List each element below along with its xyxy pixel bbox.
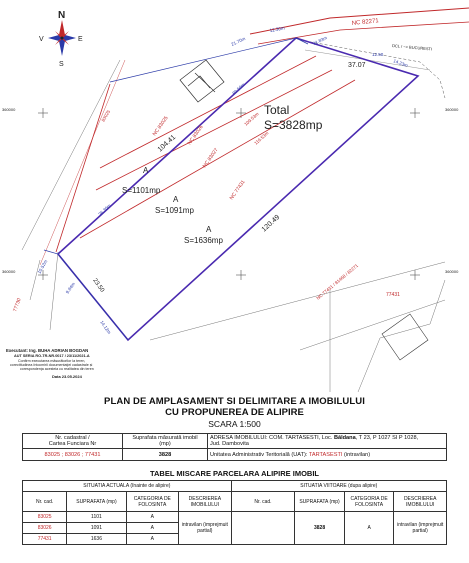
col-suprafata-future: SUPRAFATA (mp) bbox=[295, 492, 345, 512]
nc-77730-label: 77730 bbox=[12, 297, 23, 313]
suprafata-unit: (mp) bbox=[159, 441, 171, 447]
nc-83025-left: 83025 bbox=[100, 109, 112, 123]
dim-12-50: 12.50 bbox=[372, 52, 384, 57]
total-area: S=3828mp bbox=[264, 118, 323, 132]
future-cat: A bbox=[344, 512, 394, 545]
dim-116-53: 116.53m bbox=[253, 130, 270, 146]
nc-77431-label: 77431 bbox=[386, 292, 400, 298]
col-descrierea: DESCRIEREA IMOBILULUI bbox=[179, 492, 232, 512]
nc-top-label: NC 82271 bbox=[351, 18, 380, 27]
dim-12-30: 12.30m bbox=[269, 25, 285, 33]
parcel-area-2: S=1091mp bbox=[155, 206, 194, 215]
road-label: DCL / ~> BUCURESTI bbox=[391, 43, 433, 52]
future-desc: intravilan (imprejmuit partial) bbox=[394, 512, 447, 545]
plan-subtitle: CU PROPUNEREA DE ALIPIRE bbox=[165, 407, 304, 418]
table-row: 77431 1636 A bbox=[23, 534, 447, 545]
dim-37-07: 37.07 bbox=[348, 62, 366, 69]
col-categoria: CATEGORIA DE FOLOSINTA bbox=[126, 492, 178, 512]
table-row: 83025 1101 A intravilan (imprejmuit partial) 3828 A intravilan (imprejmuit partial) bbox=[23, 512, 447, 523]
col-descrierea-future: DESCRIEREA IMOBILULUI bbox=[394, 492, 447, 512]
cad-values: 83025 ; 83026 ; 77431 bbox=[23, 449, 123, 461]
grid-mark: 360000 bbox=[445, 107, 459, 112]
situatia-actuala-header: SITUATIA ACTUALA (înainte de alipire) bbox=[23, 481, 232, 492]
row-desc: intravilan (imprejmuit partial) bbox=[179, 512, 232, 545]
nc-label-3: NC 83027 bbox=[201, 147, 220, 170]
grid-mark: 360000 bbox=[2, 107, 16, 112]
dim-89-50: 89.50m bbox=[231, 81, 246, 96]
dim-10-52: 10.52m bbox=[36, 258, 49, 275]
adresa-jud: Jud. Dambovita bbox=[210, 441, 249, 447]
uat-suffix: (intravilan) bbox=[344, 451, 371, 458]
adresa-loc: Bâldana bbox=[333, 435, 356, 441]
grid-mark: 360000 bbox=[2, 269, 16, 274]
dim-11-83: 11.83m bbox=[312, 35, 328, 46]
svg-text:Confirm executarea măsurătoril: Confirm executarea măsurătorilor la teren, bbox=[18, 359, 86, 363]
svg-text:Data 23.05.2024: Data 23.05.2024 bbox=[52, 374, 82, 379]
total-label: Total bbox=[264, 103, 290, 117]
future-nr bbox=[231, 512, 295, 545]
svg-text:corectitudinea întocmirii docu: corectitudinea întocmirii documentaţiei cadastrale și bbox=[10, 363, 93, 367]
compass-east: E bbox=[78, 36, 83, 43]
nr-cadastral-label: Nr. cadastral / bbox=[55, 435, 90, 441]
col-nr-cad: Nr. cad. bbox=[23, 492, 67, 512]
parcel-area-3: S=1636mp bbox=[184, 236, 223, 245]
uat-value: TARTASESTI bbox=[308, 451, 343, 458]
grid-mark: 360000 bbox=[445, 269, 459, 274]
svg-text:corespondenţa acesteia cu real: corespondenţa acesteia cu realitatea din teren bbox=[20, 367, 94, 371]
dim-14-23: 14.23m bbox=[392, 58, 409, 69]
plan-scale: SCARA 1:500 bbox=[208, 419, 261, 429]
compass-south: S bbox=[59, 61, 64, 68]
tabel-title: TABEL MISCARE PARCELARA ALIPIRE IMOBIL bbox=[149, 469, 320, 478]
carte-funciara-label: Cartea Funciara Nr bbox=[48, 441, 97, 447]
dim-21-70: 21.70m bbox=[230, 36, 247, 47]
plan-title: PLAN DE AMPLASAMENT SI DELIMITARE A IMOBILULUI bbox=[104, 396, 365, 407]
col-categoria-future: CATEGORIA DE FOLOSINTA bbox=[344, 492, 394, 512]
uat-label: Unitatea Administrativ Teritorială (UAT): bbox=[210, 451, 308, 458]
property-info-table bbox=[22, 433, 447, 461]
svg-text:AUT SERIA RO-TR-NR.0017 / 23/1: AUT SERIA RO-TR-NR.0017 / 23/11/2021-A bbox=[14, 354, 90, 358]
suprafata-label: Suprafata măsurată imobil bbox=[132, 435, 198, 441]
nc-label-1: NC 83025 bbox=[151, 115, 170, 138]
parcel-movement-table bbox=[22, 480, 447, 545]
adresa-rest: , T 23, P 1027 SI P 1028, bbox=[355, 435, 419, 441]
dim-120-49: 120.49 bbox=[260, 213, 282, 234]
compass-west: V bbox=[39, 36, 44, 43]
situatia-viitoare-header: SITUATIA VIITOARE (dupa alipire) bbox=[231, 481, 446, 492]
future-sup: 3828 bbox=[295, 512, 345, 545]
parcel-letter-a: A bbox=[143, 166, 149, 175]
dim-14-12: 14.12m bbox=[99, 319, 112, 335]
dim-9-84: 9.84m bbox=[64, 281, 76, 295]
nc-label-4: NC 77431 bbox=[228, 179, 247, 202]
nc-label-right: NC 77431 / 81468 / 82271 bbox=[315, 262, 360, 301]
dim-104-41: 104.41 bbox=[156, 133, 178, 154]
parcel-area-1: S=1101mp bbox=[122, 186, 161, 195]
dim-26-30: 26.30m bbox=[97, 202, 112, 217]
svg-text:Executant: Ing. BUHA ADRIAN BO: Executant: Ing. BUHA ADRIAN BOGDAN bbox=[6, 348, 89, 353]
col-suprafata: SUPRAFATA (mp) bbox=[67, 492, 126, 512]
compass-north: N bbox=[58, 10, 66, 21]
dim-23-50: 23.50 bbox=[91, 277, 105, 294]
parcel-letter-a: A bbox=[173, 195, 179, 204]
document-footer bbox=[0, 392, 469, 563]
suprafata-value: 3828 bbox=[123, 449, 208, 461]
col-nr-cad-future: Nr. cad. bbox=[231, 492, 295, 512]
dim-109-53: 109.53m bbox=[243, 111, 260, 127]
parcel-letter-a: A bbox=[206, 225, 212, 234]
table-row: 83026 1091 A bbox=[23, 523, 447, 534]
adresa-prefix: ADRESA IMOBILULUI: COM. TARTASESTI, Loc. bbox=[210, 435, 333, 441]
nc-label-2: NC 83026 bbox=[186, 124, 205, 147]
